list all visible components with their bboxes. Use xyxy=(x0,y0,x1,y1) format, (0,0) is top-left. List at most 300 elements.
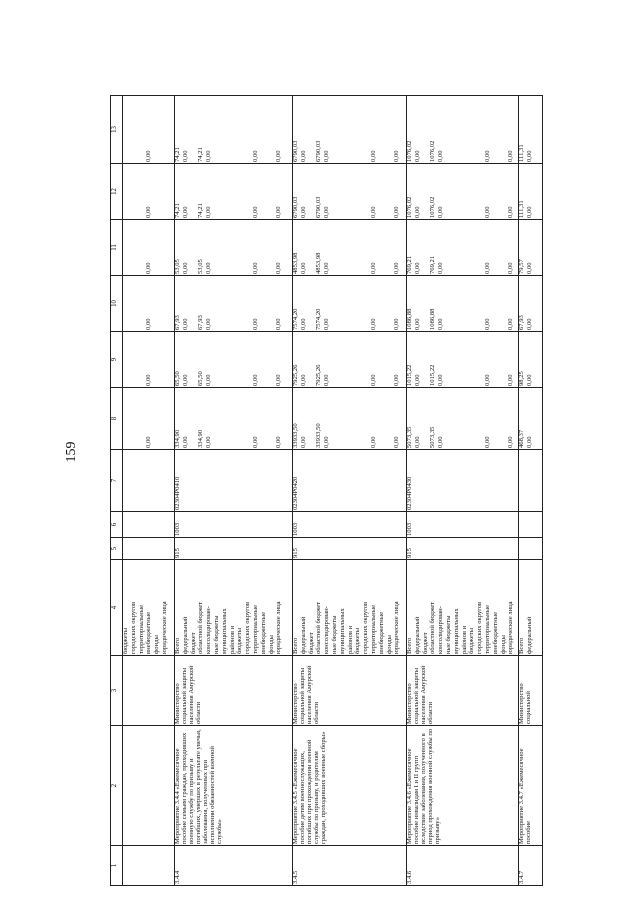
amount-c9 xyxy=(519,332,543,388)
funding-sources xyxy=(407,560,519,656)
funding-sources-line: фонды xyxy=(267,635,275,654)
amount-c8-line xyxy=(454,389,462,448)
amount-c11-line xyxy=(237,221,245,274)
column-number: 6 xyxy=(111,512,123,538)
amount-c13-line xyxy=(332,97,340,162)
amount-c13-line: 74,21 xyxy=(174,147,181,162)
amount-c8-line: 468,37 xyxy=(518,429,525,448)
amount-c10-line: 0,00 xyxy=(275,318,283,330)
amount-c12-line: 111,31 xyxy=(518,200,525,218)
amount-c8-line xyxy=(214,389,222,448)
amount-c8 xyxy=(293,388,407,450)
amount-c12-line: 0,00 xyxy=(145,206,153,218)
amount-c13-line: 74,21 xyxy=(197,147,205,162)
amount-c11-line: 0,00 xyxy=(181,262,189,274)
amount-c13-line: 6790,03 xyxy=(292,140,299,162)
amount-c8-line xyxy=(123,389,131,448)
amount-c12-line: 6790,03 xyxy=(292,196,299,218)
amount-c8-line xyxy=(379,389,387,448)
amount-c9-line: 1015,22 xyxy=(429,364,437,386)
amount-c13-line: 0,00 xyxy=(299,150,307,162)
measure-name: Мероприятие 3.4.5 «Ежемесячное пособие детям военнослужащих, погибших при прохождении военной службы по призыву, и родителям граждан, проходивших военные сборы» xyxy=(293,726,407,846)
amount-c10-line: 0,00 xyxy=(205,318,213,330)
amount-c8 xyxy=(519,388,543,450)
grbs-code xyxy=(519,538,543,560)
amount-c9-line: 98,25 xyxy=(518,371,525,386)
column-number: 4 xyxy=(111,560,123,656)
amount-c8-line: 334,90 xyxy=(174,429,181,448)
amount-c13-line xyxy=(340,97,348,162)
funding-sources-line: бюджет xyxy=(421,632,429,654)
amount-c8-line xyxy=(154,389,162,448)
amount-c12-line: 0,00 xyxy=(413,206,421,218)
amount-c8-line: 0,00 xyxy=(145,436,153,448)
executor xyxy=(123,656,175,726)
amount-c10-line xyxy=(446,277,454,330)
funding-sources-line: территориальные xyxy=(483,604,491,654)
executor: Министерство социальной защиты населения Амурской области xyxy=(293,656,407,726)
funding-sources xyxy=(175,560,293,656)
amount-c10-line: 7574,20 xyxy=(315,308,323,330)
amount-c11-line: 0,00 xyxy=(507,262,515,274)
amount-c11-line: 769,21 xyxy=(406,255,413,274)
amount-c11-line xyxy=(222,221,230,274)
column-number: 8 xyxy=(111,388,123,450)
amount-c12-line: 0,00 xyxy=(275,206,283,218)
amount-c8-line: 0,00 xyxy=(525,436,533,448)
amount-c10 xyxy=(293,276,407,332)
amount-c13-line: 0,00 xyxy=(145,150,153,162)
amount-c11-line: 0,00 xyxy=(369,262,377,274)
amount-c13-line: 0,00 xyxy=(525,150,533,162)
column-number: 13 xyxy=(111,96,123,164)
target-article xyxy=(519,450,543,512)
amount-c11-line: 0,00 xyxy=(251,262,259,274)
amount-c10-line xyxy=(162,277,170,330)
amount-c9-line xyxy=(230,333,238,386)
amount-c11-line xyxy=(340,221,348,274)
funding-sources-line: федеральный xyxy=(413,616,421,654)
amount-c8-line: 33933,50 xyxy=(292,423,299,448)
amount-c8-line: 5073,35 xyxy=(406,426,413,448)
amount-c13-line: 0,00 xyxy=(507,150,515,162)
funding-sources-line: внебюджетные xyxy=(259,611,267,654)
amount-c10-line xyxy=(355,277,363,330)
amount-c13-line: 0,00 xyxy=(205,150,213,162)
amount-c9-line xyxy=(340,333,348,386)
amount-c11-line: 0,00 xyxy=(145,262,153,274)
amount-c12-line xyxy=(131,165,139,218)
amount-c13-line xyxy=(230,97,238,162)
amount-c10-line: 0,00 xyxy=(437,318,445,330)
amount-c13-line xyxy=(462,97,470,162)
amount-c10-line xyxy=(123,277,131,330)
column-number: 3 xyxy=(111,656,123,726)
amount-c13-line xyxy=(355,97,363,162)
table-body xyxy=(123,96,543,886)
amount-c9-line: 0,00 xyxy=(323,374,331,386)
amount-c8-line xyxy=(230,389,238,448)
amount-c11 xyxy=(123,220,175,276)
amount-c11-line xyxy=(355,221,363,274)
amount-c9-line: 0,00 xyxy=(275,374,283,386)
amount-c8-line xyxy=(222,389,230,448)
amount-c10-line xyxy=(261,277,269,330)
amount-c13 xyxy=(407,96,519,164)
amount-c12 xyxy=(123,164,175,220)
amount-c12-line xyxy=(332,165,340,218)
amount-c13-line: 1076,02 xyxy=(406,140,413,162)
amount-c10-line xyxy=(340,277,348,330)
amount-c12-line: 0,00 xyxy=(323,206,331,218)
funding-sources-line: ные бюджеты xyxy=(330,615,338,654)
amount-c11-line xyxy=(123,221,131,274)
amount-c12-line xyxy=(214,165,222,218)
amount-c12-line: 0,00 xyxy=(205,206,213,218)
funding-sources-line: внебюджетные xyxy=(491,611,499,654)
amount-c9-line xyxy=(379,333,387,386)
funding-sources-line: районов и xyxy=(460,625,468,654)
funding-sources-line: Всего xyxy=(174,637,181,654)
funding-sources-line: бюджеты xyxy=(236,627,244,654)
amount-c8 xyxy=(123,388,175,450)
funding-sources-line: бюджеты xyxy=(354,627,362,654)
column-number: 11 xyxy=(111,220,123,276)
amount-c9-line: 0,00 xyxy=(299,374,307,386)
amount-c12 xyxy=(407,164,519,220)
amount-c10-line: 67,93 xyxy=(197,315,205,330)
amount-c9 xyxy=(293,332,407,388)
amount-c8-line xyxy=(446,389,454,448)
amount-c11-line xyxy=(379,221,387,274)
funding-sources-line: фонды xyxy=(153,635,161,654)
amount-c11-line: 0,00 xyxy=(393,262,401,274)
amount-c8-line xyxy=(340,389,348,448)
amount-c12-line xyxy=(454,165,462,218)
amount-c9-line: 0,00 xyxy=(393,374,401,386)
amount-c10-line: 0,00 xyxy=(251,318,259,330)
executor: Министерство социальной защиты населения Амурской области xyxy=(407,656,519,726)
funding-sources xyxy=(123,560,175,656)
amount-c9-line: 0,00 xyxy=(181,374,189,386)
amount-c10-line: 0,00 xyxy=(525,318,533,330)
amount-c13-line: 111,31 xyxy=(518,144,525,162)
amount-c13-line xyxy=(123,97,131,162)
table-row xyxy=(123,96,175,886)
section-code: 1003 xyxy=(175,512,293,538)
section-code: 1003 xyxy=(293,512,407,538)
amount-c13-line: 0,00 xyxy=(483,150,491,162)
amount-c10 xyxy=(519,276,543,332)
funding-sources-line: территориальные xyxy=(251,604,259,654)
section-code xyxy=(123,512,175,538)
funding-sources-line: юридические лица xyxy=(275,601,283,654)
amount-c12-line xyxy=(340,165,348,218)
table-row xyxy=(519,96,543,886)
amount-c9-line xyxy=(131,333,139,386)
funding-sources-line: бюджеты xyxy=(468,627,476,654)
table-row xyxy=(407,96,519,886)
amount-c8-line xyxy=(355,389,363,448)
amount-c11-line xyxy=(348,221,356,274)
amount-c13-line xyxy=(379,97,387,162)
amount-c8-line: 0,00 xyxy=(251,436,259,448)
amount-c10-line: 1086,88 xyxy=(406,308,413,330)
funding-sources-line: городских округов xyxy=(129,601,137,654)
amount-c12-line: 74,21 xyxy=(197,203,205,218)
amount-c13-line xyxy=(214,97,222,162)
amount-c10-line xyxy=(237,277,245,330)
amount-c10-line: 0,00 xyxy=(483,318,491,330)
amount-c13-line: 0,00 xyxy=(251,150,259,162)
amount-c10-line xyxy=(379,277,387,330)
amount-c8-line xyxy=(469,389,477,448)
funding-sources-line: муниципальных xyxy=(338,608,346,654)
amount-c13-line xyxy=(237,97,245,162)
amount-c10-line xyxy=(348,277,356,330)
amount-c11-line: 0,00 xyxy=(299,262,307,274)
amount-c12-line xyxy=(230,165,238,218)
amount-c11 xyxy=(293,220,407,276)
amount-c10-line xyxy=(214,277,222,330)
column-number: 9 xyxy=(111,332,123,388)
amount-c11-line xyxy=(446,221,454,274)
grbs-code xyxy=(123,538,175,560)
amount-c12-line xyxy=(237,165,245,218)
amount-c10-line xyxy=(230,277,238,330)
amount-c10-line xyxy=(462,277,470,330)
amount-c11-line: 53,05 xyxy=(174,259,181,274)
amount-c9-line xyxy=(261,333,269,386)
amount-c13-line: 0,00 xyxy=(393,150,401,162)
section-code xyxy=(519,512,543,538)
funding-sources-line: внебюджетные xyxy=(377,611,385,654)
amount-c10-line xyxy=(332,277,340,330)
amount-c13 xyxy=(519,96,543,164)
amount-c12-line xyxy=(493,165,501,218)
amount-c11 xyxy=(175,220,293,276)
budget-table-frame xyxy=(110,96,533,886)
funding-sources-line: консолидирован- xyxy=(205,606,213,654)
funding-sources-line: районов и xyxy=(228,625,236,654)
amount-c11-line xyxy=(230,221,238,274)
amount-c10-line xyxy=(131,277,139,330)
amount-c10-line: 0,00 xyxy=(299,318,307,330)
amount-c13-line xyxy=(493,97,501,162)
amount-c9-line: 1015,22 xyxy=(406,364,413,386)
table-row xyxy=(175,96,293,886)
amount-c9-line xyxy=(123,333,131,386)
amount-c13-line: 6790,03 xyxy=(315,140,323,162)
measure-name xyxy=(123,726,175,846)
amount-c12-line: 0,00 xyxy=(251,206,259,218)
executor: Министерство социальной xyxy=(519,656,543,726)
amount-c8-line: 334,90 xyxy=(197,429,205,448)
amount-c9-line xyxy=(332,333,340,386)
funding-sources-line: Всего xyxy=(292,637,299,654)
amount-c9 xyxy=(175,332,293,388)
amount-c9-line: 7925,26 xyxy=(315,364,323,386)
funding-sources-line: областной бюджет xyxy=(429,601,437,654)
amount-c12-line: 0,00 xyxy=(525,206,533,218)
amount-c12-line xyxy=(462,165,470,218)
section-code: 1003 xyxy=(407,512,519,538)
measure-name: Мероприятие 3.4.6 «Ежемесячное пособие инвалидам I и II групп вследствие заболевания, полученного в период прохождения военной службы по призыву» xyxy=(407,726,519,846)
amount-c10-line: 0,00 xyxy=(323,318,331,330)
funding-sources-line: федеральный xyxy=(181,616,189,654)
amount-c11-line: 0,00 xyxy=(525,262,533,274)
amount-c8 xyxy=(175,388,293,450)
amount-c9-line: 65,50 xyxy=(197,371,205,386)
amount-c11-line: 0,00 xyxy=(275,262,283,274)
amount-c9-line xyxy=(493,333,501,386)
amount-c11-line xyxy=(214,221,222,274)
funding-sources-line: федеральный xyxy=(525,616,533,654)
amount-c8-line: 0,00 xyxy=(299,436,307,448)
page-number: 159 xyxy=(64,441,79,463)
amount-c10-line: 0,00 xyxy=(507,318,515,330)
amount-c10-line xyxy=(222,277,230,330)
amount-c9-line xyxy=(454,333,462,386)
amount-c8-line xyxy=(332,389,340,448)
amount-c10-line: 0,00 xyxy=(181,318,189,330)
amount-c13-line xyxy=(162,97,170,162)
amount-c8-line xyxy=(162,389,170,448)
amount-c12-line xyxy=(348,165,356,218)
column-number: 12 xyxy=(111,164,123,220)
table-row xyxy=(293,96,407,886)
amount-c10-line: 0,00 xyxy=(393,318,401,330)
funding-sources-line: территориальные xyxy=(369,604,377,654)
amount-c9-line: 7925,26 xyxy=(292,364,299,386)
amount-c12-line xyxy=(446,165,454,218)
funding-sources-line: территориальные xyxy=(137,604,145,654)
funding-sources-line: фонды xyxy=(499,635,507,654)
amount-c11-line: 4853,98 xyxy=(292,252,299,274)
funding-sources-line: городских округов xyxy=(244,601,252,654)
amount-c9-line: 65,50 xyxy=(174,371,181,386)
amount-c12-line: 0,00 xyxy=(437,206,445,218)
amount-c12-line xyxy=(162,165,170,218)
amount-c13-line xyxy=(154,97,162,162)
column-number: 10 xyxy=(111,276,123,332)
amount-c9-line xyxy=(222,333,230,386)
amount-c12 xyxy=(293,164,407,220)
amount-c11-line xyxy=(469,221,477,274)
amount-c8-line xyxy=(131,389,139,448)
amount-c11-line: 53,05 xyxy=(197,259,205,274)
row-id: 3.4.4 xyxy=(175,846,293,886)
funding-sources-line: юридические лица xyxy=(160,601,168,654)
executor: Министерство социальной защиты населения Амурской области xyxy=(175,656,293,726)
amount-c13 xyxy=(123,96,175,164)
amount-c9-line: 0,00 xyxy=(437,374,445,386)
amount-c13-line: 0,00 xyxy=(181,150,189,162)
grbs-code: 915 xyxy=(175,538,293,560)
amount-c8 xyxy=(407,388,519,450)
amount-c8-line: 0,00 xyxy=(507,436,515,448)
amount-c11-line xyxy=(154,221,162,274)
amount-c9-line xyxy=(214,333,222,386)
amount-c8-line: 0,00 xyxy=(393,436,401,448)
amount-c9-line xyxy=(446,333,454,386)
column-number: 5 xyxy=(111,538,123,560)
amount-c8-line: 33933,50 xyxy=(315,423,323,448)
amount-c13-line xyxy=(348,97,356,162)
amount-c9-line xyxy=(162,333,170,386)
amount-c12-line xyxy=(222,165,230,218)
funding-sources-line: консолидирован- xyxy=(437,606,445,654)
budget-table xyxy=(110,95,543,886)
amount-c12-line: 0,00 xyxy=(181,206,189,218)
funding-sources-line: юридические лица xyxy=(393,601,401,654)
amount-c8-line: 0,00 xyxy=(437,436,445,448)
funding-sources-line: районов и xyxy=(346,625,354,654)
amount-c9-line xyxy=(348,333,356,386)
amount-c12-line xyxy=(154,165,162,218)
funding-sources-line: областной бюджет xyxy=(197,601,205,654)
amount-c8-line xyxy=(348,389,356,448)
amount-c10 xyxy=(123,276,175,332)
amount-c8-line: 0,00 xyxy=(369,436,377,448)
amount-c11-line: 0,00 xyxy=(205,262,213,274)
amount-c12-line: 6790,03 xyxy=(315,196,323,218)
amount-c12-line xyxy=(379,165,387,218)
funding-sources-line: городских округов xyxy=(362,601,370,654)
amount-c10-line xyxy=(154,277,162,330)
amount-c8-line xyxy=(237,389,245,448)
amount-c11-line xyxy=(462,221,470,274)
amount-c13-line: 1076,02 xyxy=(429,140,437,162)
amount-c9 xyxy=(407,332,519,388)
amount-c10 xyxy=(175,276,293,332)
amount-c11 xyxy=(519,220,543,276)
amount-c10-line xyxy=(493,277,501,330)
amount-c12-line: 74,21 xyxy=(174,203,181,218)
funding-sources xyxy=(519,560,543,656)
amount-c11-line xyxy=(454,221,462,274)
amount-c11-line: 0,00 xyxy=(437,262,445,274)
amount-c12-line: 0,00 xyxy=(299,206,307,218)
measure-name: Мероприятие 3.4.4 «Ежемесячное пособие семьям граждан, проходивших военную службу по призыву и погибших, умерших в результате увечья, заболевания, полученных при исполнении обязанностей военной службы» xyxy=(175,726,293,846)
amount-c13-line xyxy=(222,97,230,162)
amount-c8-line xyxy=(462,389,470,448)
amount-c9-line: 0,00 xyxy=(205,374,213,386)
amount-c13 xyxy=(175,96,293,164)
amount-c8-line: 0,00 xyxy=(275,436,283,448)
amount-c12-line: 0,00 xyxy=(369,206,377,218)
funding-sources-line: муниципальных xyxy=(452,608,460,654)
funding-sources-line: консолидирован- xyxy=(323,606,331,654)
amount-c13-line xyxy=(131,97,139,162)
funding-sources-line: Всего xyxy=(406,637,413,654)
amount-c9-line xyxy=(355,333,363,386)
amount-c8-line: 5073,35 xyxy=(429,426,437,448)
amount-c13-line: 0,00 xyxy=(437,150,445,162)
funding-sources-line: городских округов xyxy=(476,601,484,654)
target-article: 02304Р0420 xyxy=(293,450,407,512)
amount-c8-line: 0,00 xyxy=(181,436,189,448)
amount-c12-line xyxy=(355,165,363,218)
amount-c8-line: 0,00 xyxy=(413,436,421,448)
amount-c10-line: 7574,20 xyxy=(292,308,299,330)
amount-c11-line xyxy=(162,221,170,274)
amount-c12-line: 0,00 xyxy=(483,206,491,218)
amount-c10-line: 67,93 xyxy=(174,315,181,330)
column-number: 7 xyxy=(111,450,123,512)
row-id: 3.4.6 xyxy=(407,846,519,886)
amount-c10-line: 0,00 xyxy=(413,318,421,330)
